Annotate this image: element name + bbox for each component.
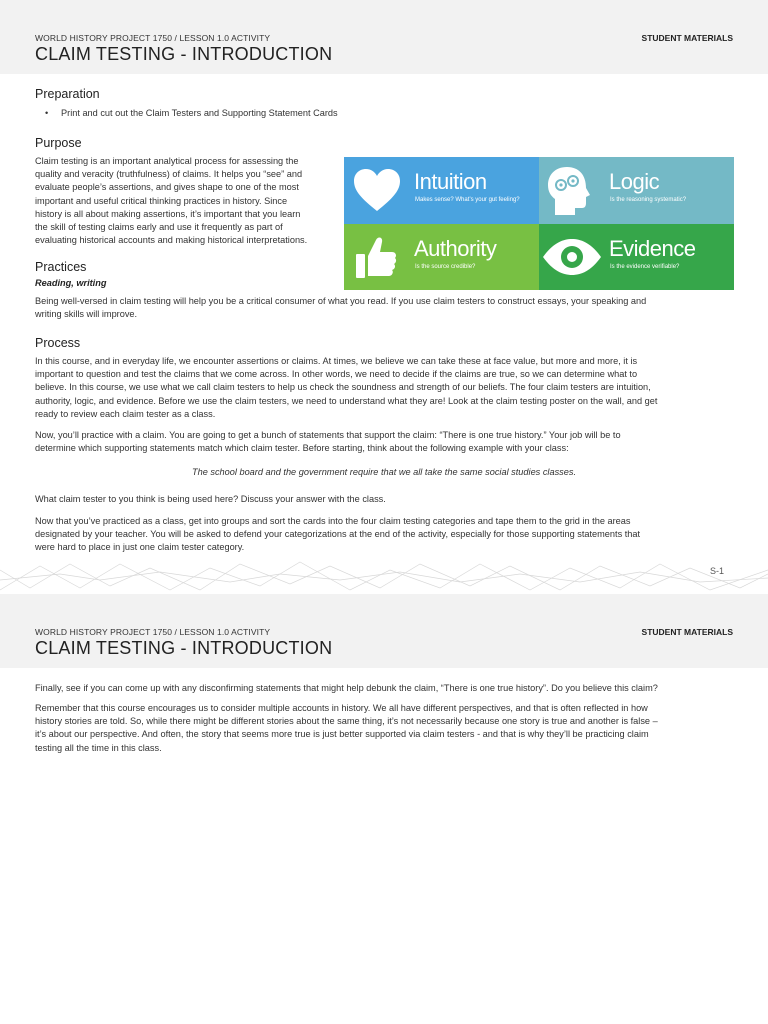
thumbs-up-icon <box>354 234 398 280</box>
process-paragraph-4 <box>35 515 735 555</box>
intuition-question: Makes sense? What’s your gut feeling? <box>415 197 520 203</box>
page2-paragraph-1: Finally, see if you can come up with any disconfirming statements that might help debunk the claim, “There is one true history”. Do you believe this claim? <box>35 683 658 693</box>
page-number: S-1 <box>709 566 724 576</box>
process-heading: Process <box>35 336 81 350</box>
process-line: believe. In this course, we use what we call claim testers to help us check the soundness and strength of our beliefs. The four claim testers are intuition, <box>35 382 651 393</box>
authority-question: Is the source credible? <box>415 263 476 270</box>
purpose-heading: Purpose <box>35 136 82 150</box>
practices-line: Being well-versed in claim testing will help you be a critical consumer of what you read. If you use claim testers to construct essays, your speaking and <box>35 296 647 306</box>
practices-paragraph <box>35 295 735 321</box>
purpose-line: important and useful critical thinking practices in history. Since <box>35 195 288 206</box>
logic-tile <box>539 157 734 224</box>
purpose-line: Claim testing is an important analytical process for assessing the <box>35 156 299 166</box>
claim-testing-poster <box>344 157 734 290</box>
purpose-line: the skill of testing claims early and use it frequently as part of <box>35 222 283 233</box>
process-line: important to question and test the claims that we come across. In other words, we need to decide if the claims are true, so we can determine what to <box>35 369 638 380</box>
student-materials-label: STUDENT MATERIALS <box>641 627 733 637</box>
process-line: Now, you’ll practice with a claim. You are going to get a bunch of statements that support the claim: “There is one true history.” Your job will be to <box>35 430 621 440</box>
page2-line: testing all the time in this class. <box>35 742 162 753</box>
evidence-label: Evidence <box>609 235 696 261</box>
process-line: authority, logic, and evidence. Before we use the claim testers, we need to understand what they are! Look at the claim testing poster on the wall, and get <box>35 395 658 406</box>
page2-line: Remember that this course encourages us to consider multiple accounts in history. We all have different perspectives, and that is often reflected in how <box>35 703 648 713</box>
page2-line: history stories are told. So, while there might be different stories about the same thing, it’s not necessarily because one story is true and another is false – <box>35 716 658 727</box>
preparation-heading: Preparation <box>35 87 100 101</box>
student-materials-label: STUDENT MATERIALS <box>641 33 733 43</box>
page2-header <box>0 594 768 668</box>
intuition-label: Intuition <box>414 169 487 194</box>
page1-header <box>0 0 768 74</box>
preparation-bullet-text: Print and cut out the Claim Testers and Supporting Statement Cards <box>61 108 338 118</box>
purpose-line: history is all about making assertions, it’s important that you learn <box>35 208 301 219</box>
footer-pattern <box>0 560 768 594</box>
process-paragraph-2 <box>35 429 735 455</box>
series-label: WORLD HISTORY PROJECT 1750 / LESSON 1.0 ACTIVITY <box>35 33 271 43</box>
head-gears-icon <box>545 163 595 219</box>
page-title: CLAIM TESTING - INTRODUCTION <box>35 638 333 658</box>
evidence-tile <box>539 224 734 291</box>
logic-question: Is the reasoning systematic? <box>610 197 687 203</box>
purpose-paragraph <box>35 155 340 247</box>
authority-tile <box>344 224 539 291</box>
authority-label: Authority <box>414 235 497 261</box>
preparation-bullet <box>45 108 338 118</box>
purpose-line: quality and veracity (truthfulness) of claims. It helps you “see” and <box>35 169 303 180</box>
example-statement: The school board and the government require that we all take the same social studies classes. <box>191 467 577 477</box>
page2-paragraph-2 <box>35 702 735 755</box>
process-line: were hard to place in just one claim tester category. <box>35 542 245 553</box>
practices-subheading: Reading, writing <box>35 278 107 288</box>
process-line: ready to review each claim tester as a class. <box>35 408 216 419</box>
process-line: determine which supporting statements match which claim tester. Before starting, think about the following example with your class: <box>35 443 569 454</box>
heart-icon <box>352 167 402 213</box>
practices-heading: Practices <box>35 260 87 274</box>
process-line: Now that you’ve practiced as a class, get into groups and sort the cards into the four claim testing categories and tape them to the grid in the areas <box>35 516 631 526</box>
process-paragraph-3: What claim tester to you think is being used here? Discuss your answer with the class. <box>35 494 386 504</box>
purpose-line: evaluating historical accounts and making historical interpretations. <box>35 235 308 246</box>
evidence-question: Is the evidence verifiable? <box>610 263 680 270</box>
process-paragraph-1 <box>35 355 735 421</box>
logic-label: Logic <box>609 169 660 194</box>
intuition-tile <box>344 157 539 224</box>
series-label: WORLD HISTORY PROJECT 1750 / LESSON 1.0 ACTIVITY <box>35 627 271 637</box>
purpose-line: evaluate people’s assertions, and gives shape to one of the most <box>35 182 299 193</box>
page-title: CLAIM TESTING - INTRODUCTION <box>35 44 333 64</box>
page2-line: it’s about our perspective. And often, the story that seems more true is just better supported via claim testers - and that is why they’ll be practicing claim <box>35 729 649 740</box>
practices-line: writing skills will improve. <box>35 309 138 320</box>
eye-icon <box>541 237 603 277</box>
process-line: designated by your teacher. You will be asked to defend your categorizations at the end of the activity, especially for those supporting statements that <box>35 529 641 540</box>
process-line: In this course, and in everyday life, we encounter assertions or claims. At times, we believe we can take these at face value, but more and more, it is <box>35 356 638 366</box>
